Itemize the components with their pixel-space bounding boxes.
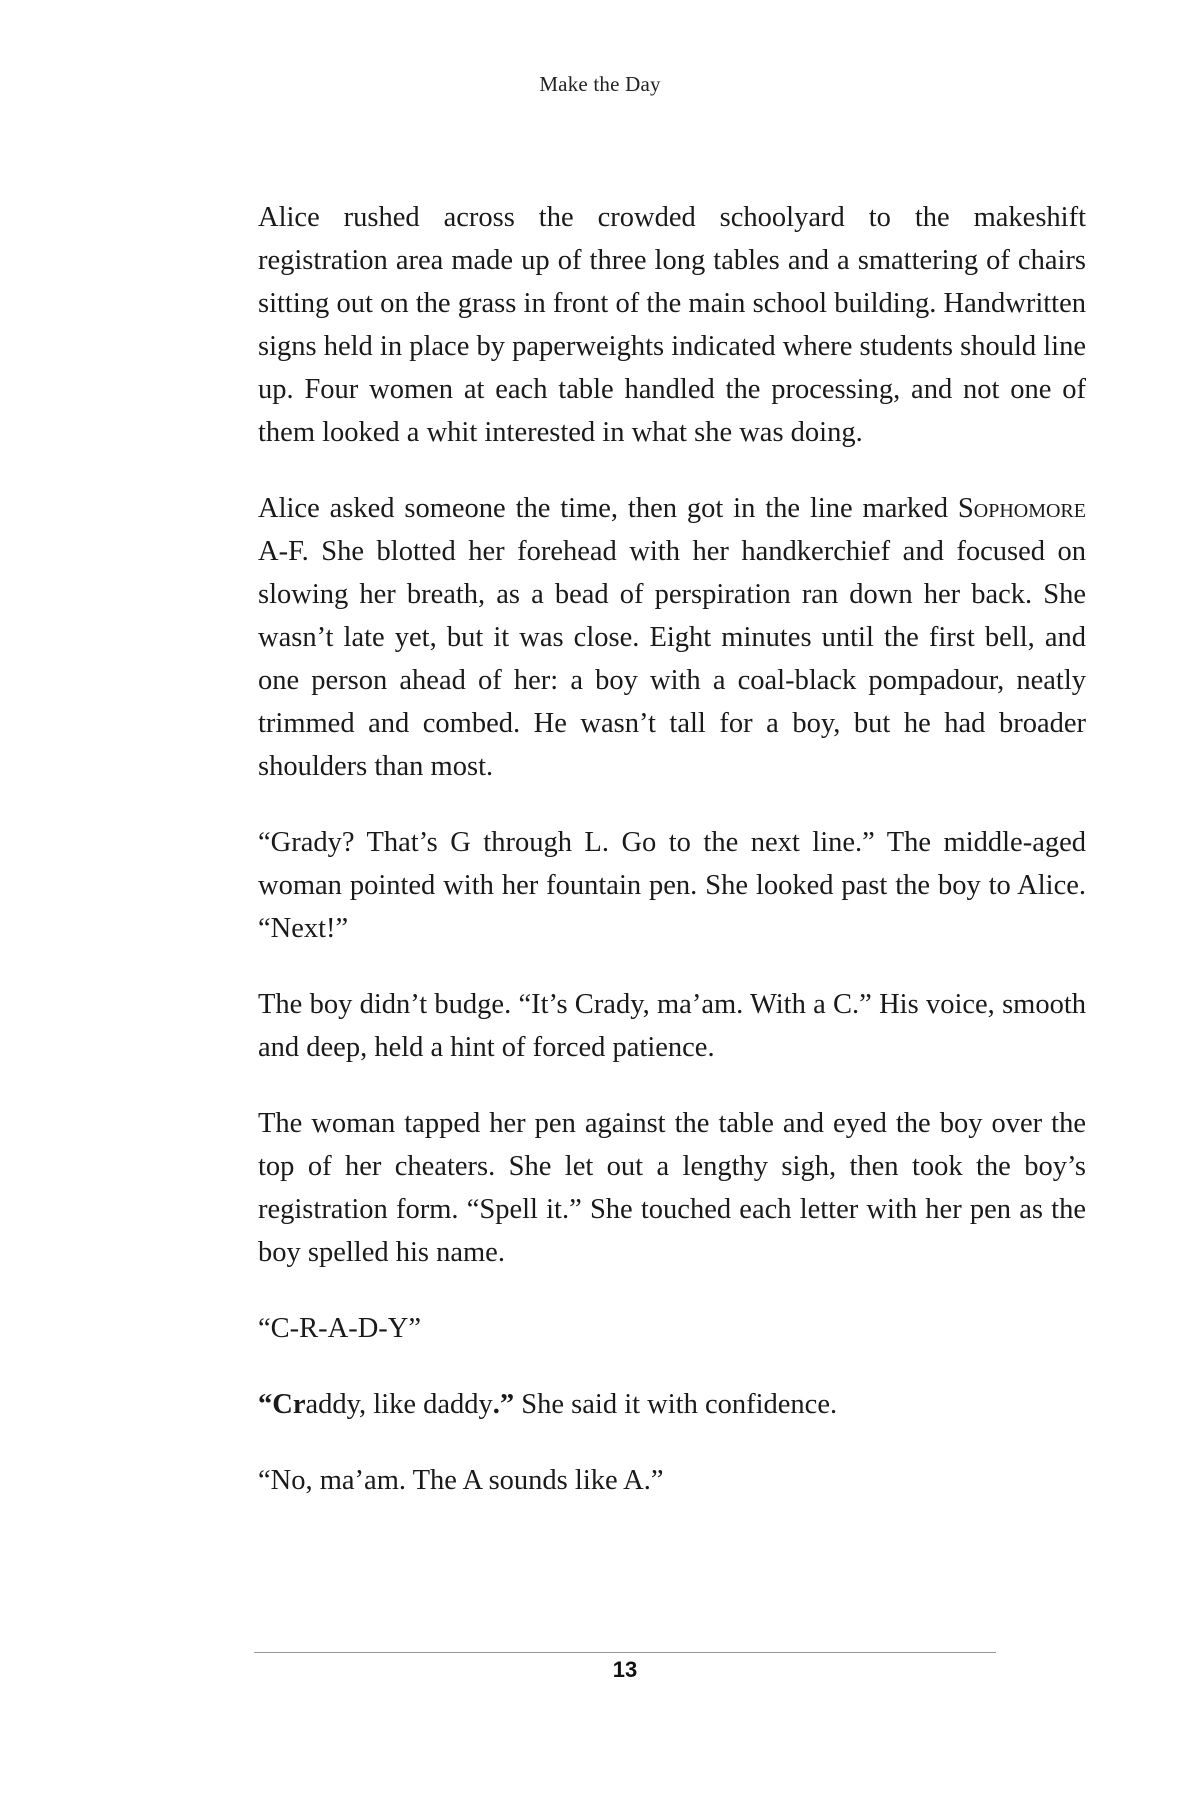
paragraph-2-text-after: A-F. She blotted her forehead with her handkerchief and focused on slowing her breath, as a bead of perspiration ran down her back. She wasn’t late yet, but it was close. Eight minutes until the first bell, and one person ahead of her: a boy with a coal-black pompadour, neatly trimmed and combed. He wasn’t tall for a boy, but he had broader shoulders than most. — [258, 536, 1086, 782]
smallcaps-line-label: Sophomore — [957, 493, 1086, 524]
bold-emphasis-close: .” — [492, 1389, 515, 1420]
paragraph-7-text-after: She said it with confidence. — [514, 1389, 838, 1420]
page-number: 13 — [612, 1657, 638, 1682]
paragraph-2 — [258, 487, 1086, 788]
running-head: Make the Day — [539, 72, 661, 96]
paragraph-3: “Grady? That’s G through L. Go to the next line.” The middle-aged woman pointed with her fountain pen. She looked past the boy to Alice. “Next!” — [258, 827, 1086, 944]
paragraph-7 — [258, 1383, 1086, 1426]
body-text — [258, 196, 1086, 1535]
footer-rule — [254, 1652, 996, 1653]
paragraph-2-text-before: Alice asked someone the time, then got in the line marked — [258, 493, 958, 524]
paragraph-5: The woman tapped her pen against the table and eyed the boy over the top of her cheaters. She let out a lengthy sigh, then took the boy’s registration form. “Spell it.” She touched each letter with her pen as the boy spelled his name. — [258, 1108, 1086, 1268]
paragraph-7-mid: addy, like daddy — [305, 1389, 493, 1420]
paragraph-8: “No, ma’am. The A sounds like A.” — [258, 1465, 664, 1496]
paragraph-1: Alice rushed across the crowded schoolyard to the makeshift registration area made up of three long tables and a smattering of chairs sitting out on the grass in front of the main school building. Handwritten signs held in place by paperweights indicated where students should line up. Four women at each table handled the processing, and not one of them looked a whit interested in what she was doing. — [258, 202, 1086, 448]
bold-emphasis-open: “Cr — [258, 1389, 306, 1420]
paragraph-4: The boy didn’t budge. “It’s Crady, ma’am. With a C.” His voice, smooth and deep, held a hint of forced patience. — [258, 989, 1086, 1063]
paragraph-6: “C-R-A-D-Y” — [258, 1313, 422, 1344]
